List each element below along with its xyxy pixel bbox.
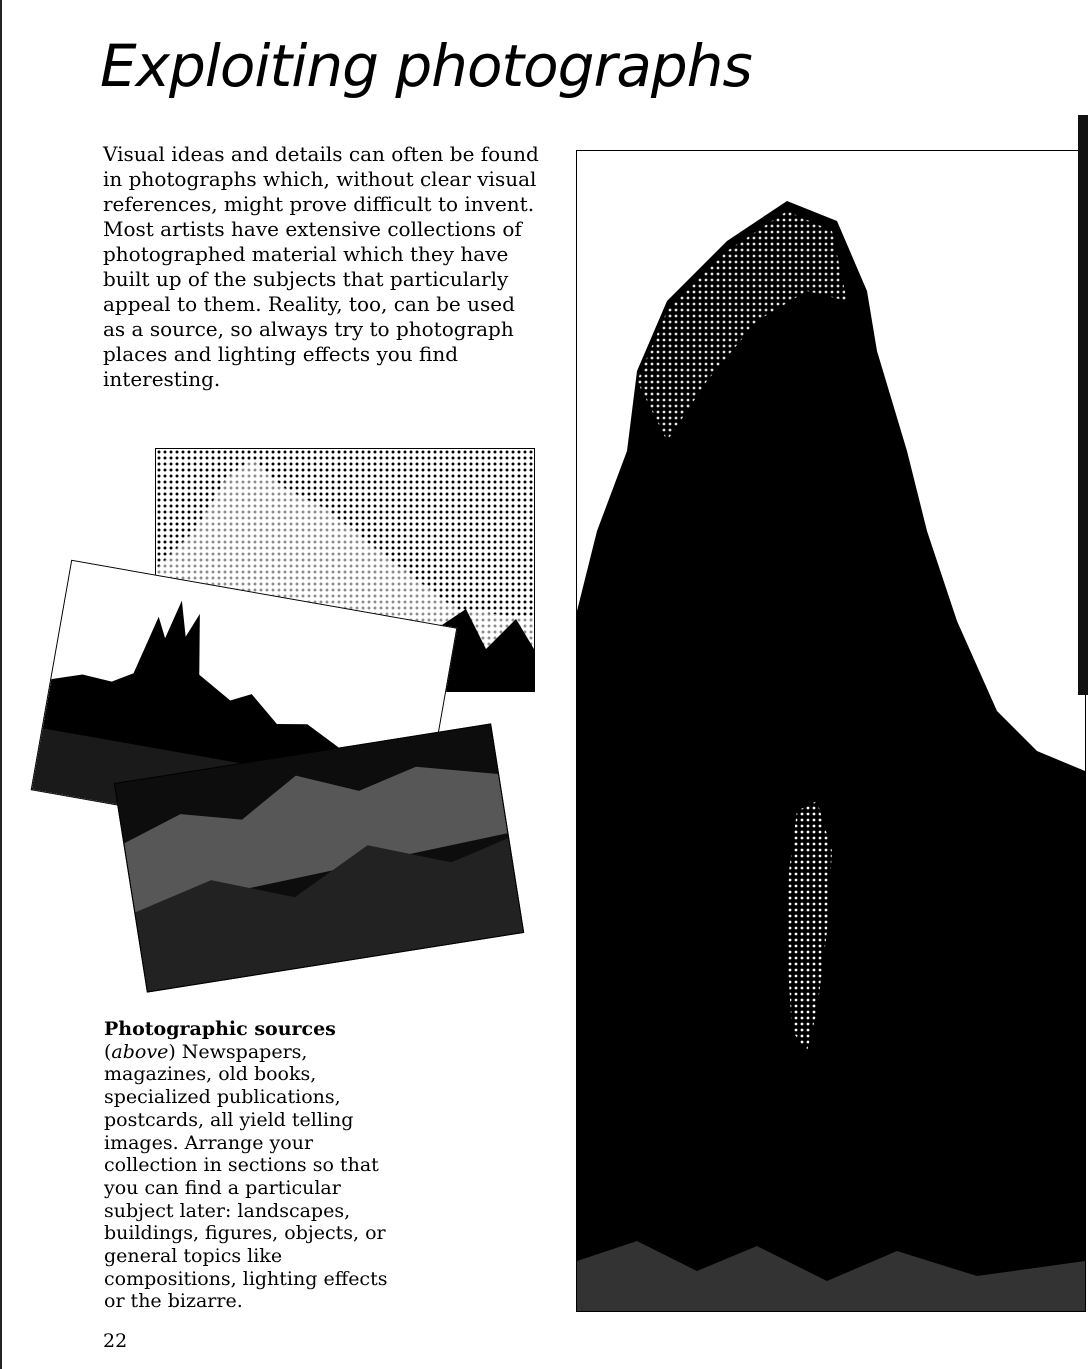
photo-caption: Photographic sources (above) Newspapers, magazines, old books, specialized publications, postcards, all yield telling images. Arrange your collection in sections so that you can find a particular subject later: landscapes, buildings, figures, objects, or general topics like compositions, lighting effects or the bizarre. [104,1018,388,1313]
rock-spire-photo [576,150,1086,1312]
page-title: Exploiting photographs [100,32,752,100]
page-number: 22 [103,1330,128,1352]
page-edge-rule [0,0,2,1369]
caption-heading: Photographic sources [104,1018,336,1040]
caption-note: above [111,1040,169,1063]
caption-body: Newspapers, magazines, old books, specialized publications, postcards, all yield telling images. Arrange your collection in sections so that you can find a particular subject later: landscapes, buildings, figures, objects, or general topics like compositions, lighting effects or the bizarre. [104,1040,388,1313]
intro-paragraph: Visual ideas and details can often be found in photographs which, without clear visual references, might prove difficult to invent. Most artists have extensive collections of photographed material which they have built up of the subjects that particularly appeal to them. Reality, too, can be used as a source, so always try to photograph places and lighting effects you find interesting. [103,142,539,391]
rock-spire-silhouette-icon [577,151,1085,1311]
adjacent-page-edge [1078,115,1088,695]
